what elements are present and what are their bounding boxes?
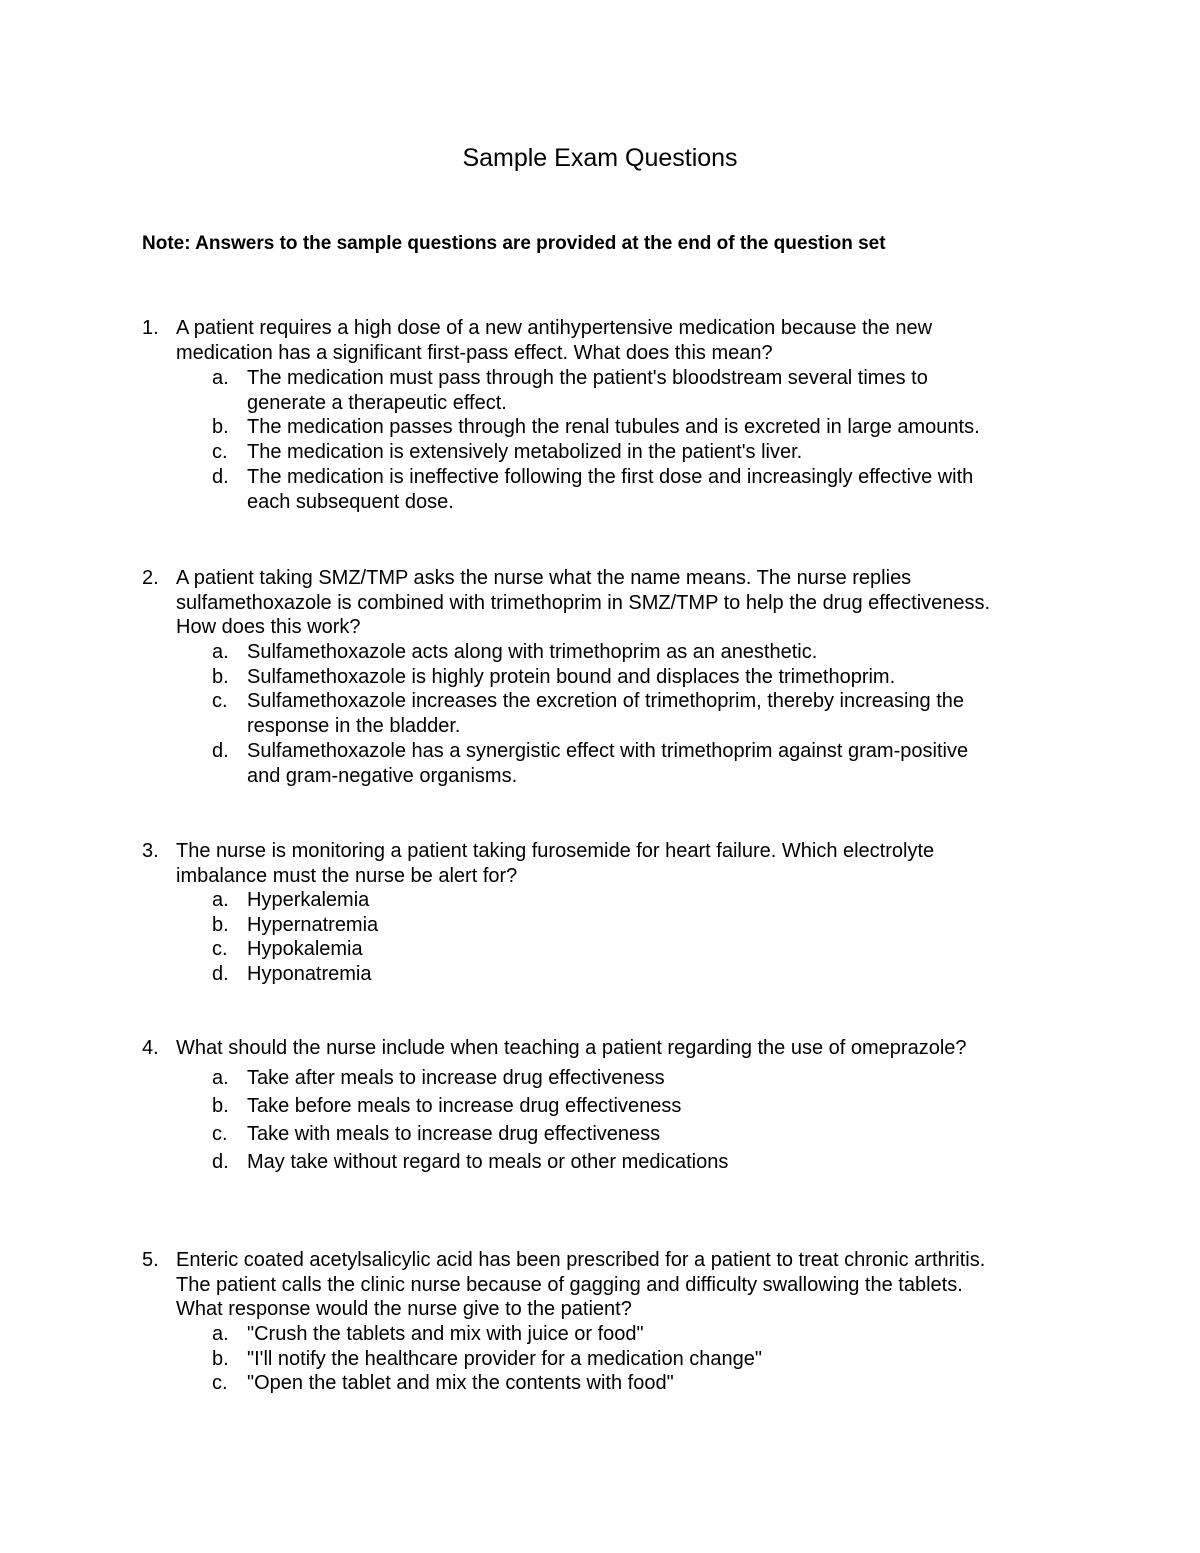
question-number: 2. <box>142 567 159 589</box>
question-line: What should the nurse include when teaching a patient regarding the use of omeprazole? <box>176 1037 967 1059</box>
option-line: each subsequent dose. <box>247 490 454 513</box>
option-letter: a. <box>212 367 229 389</box>
option-letter: b. <box>212 416 229 439</box>
option-text <box>247 689 1077 738</box>
option-line: response in the bladder. <box>247 715 461 738</box>
option-line: Hypokalemia <box>247 938 363 961</box>
option-item <box>0 1092 1200 1120</box>
question-line: sulfamethoxazole is combined with trimethoprim in SMZ/TMP to help the drug effectiveness. <box>176 591 991 614</box>
option-letter: a. <box>212 1067 229 1089</box>
option-text <box>247 1322 1077 1347</box>
option-line: The medication must pass through the patient's bloodstream several times to <box>247 367 928 389</box>
option-text <box>247 1371 1077 1396</box>
option-item <box>0 739 1200 788</box>
option-text <box>247 415 1077 440</box>
question-number: 5. <box>142 1249 159 1271</box>
option-item <box>0 1064 1200 1092</box>
option-text <box>247 888 1077 913</box>
option-item <box>0 415 1200 440</box>
option-item <box>0 1148 1200 1176</box>
option-line: Sulfamethoxazole acts along with trimethoprim as an anesthetic. <box>247 641 818 663</box>
option-letter: c. <box>212 441 228 464</box>
question-1-options <box>0 366 1200 514</box>
option-text <box>247 913 1077 938</box>
option-text <box>247 1120 1077 1148</box>
option-text <box>247 1347 1077 1372</box>
question-number: 4. <box>142 1037 159 1059</box>
option-line: Sulfamethoxazole has a synergistic effect with trimethoprim against gram-positive <box>247 739 969 762</box>
option-text <box>247 440 1077 465</box>
option-item <box>0 888 1200 913</box>
option-line: The medication is extensively metabolized in the patient's liver. <box>247 441 803 464</box>
option-item <box>0 665 1200 690</box>
option-line: "Open the tablet and mix the contents with food" <box>247 1372 674 1395</box>
option-item <box>0 962 1200 987</box>
option-item <box>0 1120 1200 1148</box>
option-item <box>0 913 1200 938</box>
option-text <box>247 640 1077 665</box>
question-line: What response would the nurse give to the patient? <box>176 1298 632 1321</box>
option-letter: a. <box>212 641 229 663</box>
option-text <box>247 1092 1077 1120</box>
option-item <box>0 1347 1200 1372</box>
page-title: Sample Exam Questions <box>462 144 738 172</box>
answers-note: Note: Answers to the sample questions are provided at the end of the question set <box>142 233 886 254</box>
option-line: Hyperkalemia <box>247 889 370 911</box>
option-letter: b. <box>212 1347 229 1370</box>
option-line: The medication is ineffective following the first dose and increasingly effective with <box>247 465 974 488</box>
question-line: Enteric coated acetylsalicylic acid has been prescribed for a patient to treat chronic arthritis. <box>176 1249 986 1271</box>
option-item <box>0 937 1200 962</box>
question-line: The nurse is monitoring a patient taking furosemide for heart failure. Which electrolyte <box>176 840 935 862</box>
option-line: Take after meals to increase drug effectiveness <box>247 1067 665 1089</box>
option-letter: d. <box>212 963 229 986</box>
option-line: May take without regard to meals or other medications <box>247 1151 729 1173</box>
option-text <box>247 962 1077 987</box>
option-letter: d. <box>212 1151 229 1173</box>
option-line: Take with meals to increase drug effectiveness <box>247 1123 661 1145</box>
question-text <box>176 1248 1076 1322</box>
question-line: imbalance must the nurse be alert for? <box>176 864 518 887</box>
question-text <box>176 566 1076 640</box>
option-text <box>247 665 1077 690</box>
option-line: "Crush the tablets and mix with juice or food" <box>247 1323 644 1345</box>
option-letter: d. <box>212 739 229 762</box>
option-text <box>247 937 1077 962</box>
option-line: Hyponatremia <box>247 963 372 986</box>
question-text <box>176 839 1076 888</box>
option-line: generate a therapeutic effect. <box>247 391 507 414</box>
question-5-options <box>0 1322 1200 1396</box>
question-line: How does this work? <box>176 616 361 639</box>
option-line: The medication passes through the renal tubules and is excreted in large amounts. <box>247 416 980 439</box>
option-text <box>247 1148 1077 1176</box>
option-item <box>0 640 1200 665</box>
option-letter: b. <box>212 913 229 936</box>
option-letter: b. <box>212 665 229 688</box>
option-item <box>0 440 1200 465</box>
option-letter: c. <box>212 1123 228 1145</box>
option-line: Sulfamethoxazole is highly protein bound and displaces the trimethoprim. <box>247 665 896 688</box>
option-letter: a. <box>212 1323 229 1345</box>
question-line: A patient requires a high dose of a new antihypertensive medication because the new <box>176 317 933 339</box>
option-text <box>247 1064 1077 1092</box>
option-letter: c. <box>212 690 228 713</box>
option-letter: c. <box>212 1372 228 1395</box>
option-text <box>247 465 1077 514</box>
option-item <box>0 689 1200 738</box>
option-letter: b. <box>212 1095 229 1117</box>
question-text <box>176 316 1076 365</box>
question-text <box>176 1036 1076 1061</box>
option-item <box>0 1322 1200 1347</box>
question-number: 1. <box>142 317 159 339</box>
option-line: Sulfamethoxazole increases the excretion of trimethoprim, thereby increasing the <box>247 690 965 713</box>
option-item <box>0 366 1200 415</box>
question-4-options <box>0 1064 1200 1176</box>
question-number: 3. <box>142 840 159 862</box>
option-letter: d. <box>212 465 229 488</box>
option-text <box>247 739 1077 788</box>
question-3-options <box>0 888 1200 987</box>
question-line: medication has a significant first-pass effect. What does this mean? <box>176 341 773 364</box>
option-item <box>0 1371 1200 1396</box>
option-letter: a. <box>212 889 229 911</box>
option-line: Hypernatremia <box>247 913 379 936</box>
option-line: Take before meals to increase drug effectiveness <box>247 1095 682 1117</box>
option-line: "I'll notify the healthcare provider for a medication change" <box>247 1347 762 1370</box>
option-letter: c. <box>212 938 228 961</box>
option-item <box>0 465 1200 514</box>
question-line: A patient taking SMZ/TMP asks the nurse what the name means. The nurse replies <box>176 567 912 589</box>
question-line: The patient calls the clinic nurse because of gagging and difficulty swallowing the tablets. <box>176 1273 963 1296</box>
option-line: and gram-negative organisms. <box>247 764 518 787</box>
option-text <box>247 366 1077 415</box>
question-2-options <box>0 640 1200 788</box>
